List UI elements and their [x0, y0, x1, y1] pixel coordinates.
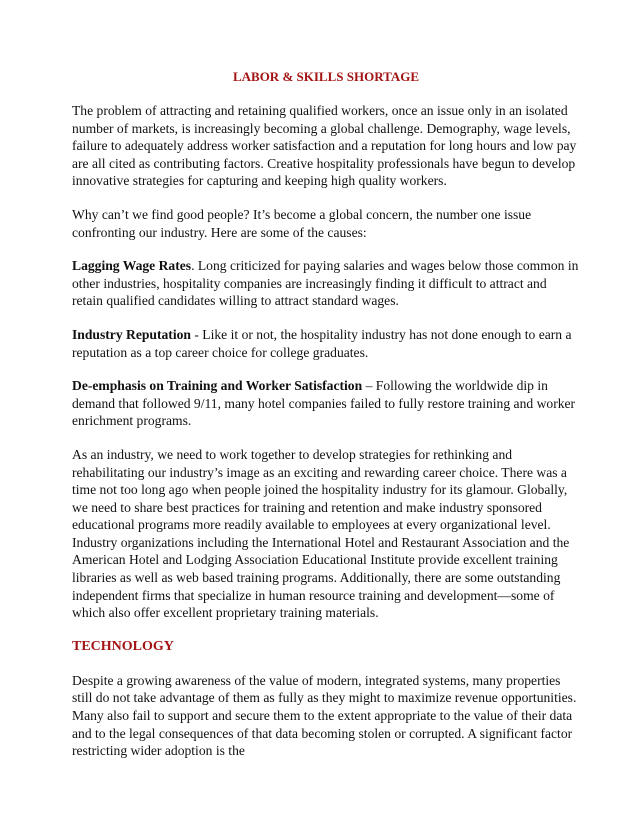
text-de-emphasis-training: – Following the worldwide dip in demand that followed 9/11, many hotel companies failed to fully restore training and worker enrichment programs. [72, 378, 576, 429]
lead-lagging-wage-rates: Lagging Wage Rates [72, 258, 192, 274]
lead-de-emphasis-training: De-emphasis on Training and Worker Satisfaction [72, 378, 363, 394]
paragraph-lagging-wage-rates [72, 257, 580, 310]
paragraph-industry-reputation [72, 326, 580, 361]
text-industry-reputation: - Like it or not, the hospitality industry has not done enough to earn a reputation as a top career choice for college graduates. [72, 326, 572, 360]
section-heading-labor-skills: LABOR & SKILLS SHORTAGE [232, 69, 420, 84]
paragraph-de-emphasis-training [72, 377, 580, 430]
paragraph-technology: Despite a growing awareness of the value of modern, integrated systems, many properties still do not take advantage of them as fully as they might to maximize revenue opportunities. Many also fail to support and secure them to the extent appropriate to the value of their data and to the legal consequences of that data becoming stolen or corrupted. A significant factor restricting wider adoption is the [72, 672, 577, 759]
paragraph-intro: The problem of attracting and retaining qualified workers, once an issue only in an isolated number of markets, is increasingly becoming a global challenge. Demography, wage levels, failure to adequately address worker satisfaction and a reputation for long hours and low pay are all cited as contributing factors. Creative hospitality professionals have begun to develop innovative strategies for capturing and keeping high quality workers. [72, 103, 577, 189]
text-lagging-wage-rates: . Long criticized for paying salaries and wages below those common in other industries, hospitality companies are increasingly finding it difficult to attract and retain qualified candidates willing to attract standard wages. [72, 258, 579, 309]
lead-industry-reputation: Industry Reputation [72, 326, 191, 342]
paragraph-why: Why can’t we find good people? It’s become a global concern, the number one issue confronting our industry. Here are some of the causes: [72, 206, 532, 240]
paragraph-industry-strategies: As an industry, we need to work together to develop strategies for rethinking and rehabilitating our industry’s image as an exciting and rewarding career choice. There was a time not too long ago when people joined the hospitality industry for its glamour. Globally, we need to share best practices for training and retention and make industry sponsored educational programs more readily available to employees at every organizational level. Industry organizations including the International Hotel and Restaurant Association and the American Hotel and Lodging Association Educational Institute provide excellent training libraries as well as web based training programs. Additionally, there are some outstanding independent firms that specialize in human resource training and development—some of which also offer excellent proprietary training materials. [72, 446, 570, 621]
section-heading-technology: TECHNOLOGY [72, 638, 174, 654]
